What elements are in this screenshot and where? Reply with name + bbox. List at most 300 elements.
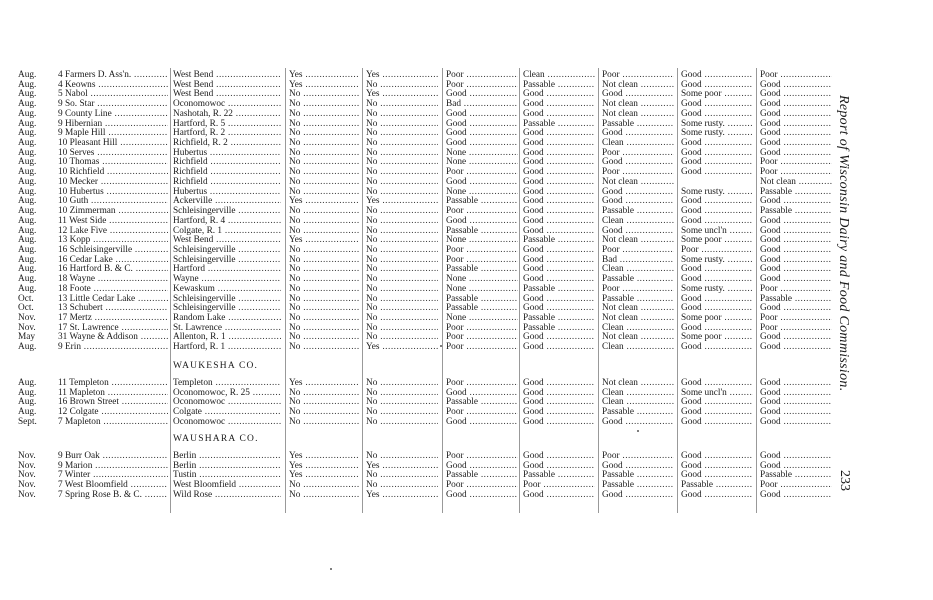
cell-col-9: Good ..... <box>760 490 832 500</box>
cell-col-5: Poor ..... <box>446 167 518 177</box>
cell-dairy-name: 11 West Side ..... <box>58 216 168 226</box>
table-row <box>0 138 830 148</box>
cell-post-office: Kewaskum ..... <box>173 284 281 294</box>
cell-col-3: No ..... <box>289 274 359 284</box>
cell-month: Aug. <box>18 283 37 294</box>
cell-col-3: Yes ..... <box>289 470 359 480</box>
cell-col-9: Good ..... <box>760 397 832 407</box>
cell-col-6: Good ..... <box>523 461 595 471</box>
cell-col-9: Good ..... <box>760 303 832 313</box>
cell-dairy-name: 10 Hubertus ..... <box>58 187 168 197</box>
cell-col-5: Good ..... <box>446 109 518 119</box>
table-row <box>0 313 830 323</box>
cell-dairy-name: 7 Mapleton ..... <box>58 417 168 427</box>
print-speck <box>330 568 332 570</box>
cell-post-office: Allenton, R. 1 ..... <box>173 332 281 342</box>
cell-dairy-name: 17 St. Lawrence ..... <box>58 323 168 333</box>
cell-dairy-name: 7 West Bloomfield ..... <box>58 480 168 490</box>
cell-col-7: Good ..... <box>602 226 674 236</box>
cell-col-6: Good ..... <box>523 303 595 313</box>
cell-col-7: Clean ..... <box>602 323 674 333</box>
cell-col-8: Some rusty. ..... <box>681 255 753 265</box>
cell-col-9: Good ..... <box>760 216 832 226</box>
cell-col-6: Good ..... <box>523 388 595 398</box>
cell-col-7: Passable ..... <box>602 480 674 490</box>
cell-col-8: Good ..... <box>681 264 753 274</box>
cell-col-4: No ..... <box>366 480 438 490</box>
cell-col-6: Good ..... <box>523 342 595 352</box>
cell-post-office: Richfield, R. 2 ..... <box>173 138 281 148</box>
cell-col-7: Poor ..... <box>602 284 674 294</box>
cell-col-6: Good ..... <box>523 128 595 138</box>
table-row <box>0 284 830 294</box>
cell-col-7: Not clean ..... <box>602 378 674 388</box>
cell-col-8: Good ..... <box>681 397 753 407</box>
cell-col-5: Good ..... <box>446 388 518 398</box>
cell-col-6: Good ..... <box>523 451 595 461</box>
table-row <box>0 274 830 284</box>
cell-dairy-name: 10 Serves ..... <box>58 148 168 158</box>
cell-post-office: Hubertus ..... <box>173 148 281 158</box>
table-row <box>0 323 830 333</box>
cell-col-9: Good ..... <box>760 235 832 245</box>
cell-col-3: No ..... <box>289 264 359 274</box>
cell-col-4: No ..... <box>366 264 438 274</box>
cell-col-5: Good ..... <box>446 216 518 226</box>
cell-col-5: Poor ..... <box>446 342 518 352</box>
cell-month: Aug. <box>18 407 37 418</box>
cell-col-4: No ..... <box>366 99 438 109</box>
cell-col-3: No ..... <box>289 407 359 417</box>
cell-col-9: Poor ..... <box>760 284 832 294</box>
cell-col-4: Yes ..... <box>366 342 438 352</box>
table-row <box>0 461 830 471</box>
table-row <box>0 196 830 206</box>
cell-post-office: Templeton ..... <box>173 378 281 388</box>
cell-col-6: Good ..... <box>523 216 595 226</box>
cell-col-8: Good ..... <box>681 148 753 158</box>
cell-col-4: No ..... <box>366 80 438 90</box>
table-row <box>0 167 830 177</box>
cell-col-4: No ..... <box>366 187 438 197</box>
cell-col-4: No ..... <box>366 388 438 398</box>
cell-col-7: Not clean ..... <box>602 332 674 342</box>
cell-post-office: Hartford, R. 5 ..... <box>173 119 281 129</box>
cell-dairy-name: 10 Thomas ..... <box>58 157 168 167</box>
cell-col-6: Passable ..... <box>523 313 595 323</box>
cell-month: Nov. <box>18 480 36 491</box>
cell-col-8: Good ..... <box>681 157 753 167</box>
cell-col-4: Yes ..... <box>366 70 438 80</box>
cell-col-9: Passable ..... <box>760 187 832 197</box>
cell-col-7: Poor ..... <box>602 451 674 461</box>
cell-dairy-name: 12 Lake Five ..... <box>58 226 168 236</box>
cell-col-9: Good ..... <box>760 342 832 352</box>
cell-col-6: Good ..... <box>523 245 595 255</box>
cell-col-7: Passable ..... <box>602 407 674 417</box>
cell-col-4: No ..... <box>366 119 438 129</box>
cell-dairy-name: 18 Foote ..... <box>58 284 168 294</box>
cell-col-6: Good ..... <box>523 264 595 274</box>
table-row <box>0 128 830 138</box>
table-row <box>0 264 830 274</box>
cell-post-office: Ackerville ..... <box>173 196 281 206</box>
cell-col-7: Not clean ..... <box>602 303 674 313</box>
cell-col-3: Yes ..... <box>289 70 359 80</box>
cell-col-6: Passable ..... <box>523 235 595 245</box>
table-row <box>0 245 830 255</box>
cell-col-8: Good ..... <box>681 138 753 148</box>
cell-col-7: Passable ..... <box>602 206 674 216</box>
cell-col-7: Good ..... <box>602 461 674 471</box>
cell-col-4: No ..... <box>366 235 438 245</box>
cell-col-5: Passable ..... <box>446 196 518 206</box>
cell-month: Nov. <box>18 322 36 333</box>
cell-col-7: Good ..... <box>602 196 674 206</box>
cell-col-3: Yes ..... <box>289 196 359 206</box>
cell-col-3: No ..... <box>289 323 359 333</box>
cell-col-9: Passable ..... <box>760 206 832 216</box>
table-row <box>0 226 830 236</box>
cell-col-4: No ..... <box>366 148 438 158</box>
cell-col-5: Good ..... <box>446 461 518 471</box>
cell-col-5: Poor ..... <box>446 480 518 490</box>
cell-col-5: None ..... <box>446 148 518 158</box>
table-row <box>0 294 830 304</box>
cell-post-office: Richfield ..... <box>173 157 281 167</box>
cell-col-7: Passable ..... <box>602 119 674 129</box>
cell-col-8: Good ..... <box>681 196 753 206</box>
cell-month: Aug. <box>18 264 37 275</box>
cell-col-3: No ..... <box>289 388 359 398</box>
cell-month: Aug. <box>18 254 37 265</box>
cell-month: Aug. <box>18 70 37 80</box>
cell-col-6: Passable ..... <box>523 80 595 90</box>
cell-month: Aug. <box>18 108 37 119</box>
cell-col-8: Some poor ..... <box>681 235 753 245</box>
cell-col-5: Passable ..... <box>446 294 518 304</box>
cell-col-9: Good ..... <box>760 255 832 265</box>
table-row <box>0 80 830 90</box>
cell-col-9: Good ..... <box>760 128 832 138</box>
cell-month: Aug. <box>18 225 37 236</box>
cell-col-5: Good ..... <box>446 89 518 99</box>
table-row <box>0 157 830 167</box>
cell-col-3: No ..... <box>289 109 359 119</box>
cell-col-4: No ..... <box>366 167 438 177</box>
cell-col-9: Good ..... <box>760 264 832 274</box>
cell-col-6: Good ..... <box>523 274 595 284</box>
cell-col-4: No ..... <box>366 417 438 427</box>
cell-col-9: Good ..... <box>760 138 832 148</box>
cell-month: Aug. <box>18 147 37 158</box>
cell-col-7: Good ..... <box>602 128 674 138</box>
cell-post-office: Wayne ..... <box>173 274 281 284</box>
cell-col-4: Yes ..... <box>366 196 438 206</box>
cell-dairy-name: 5 Nabol ..... <box>58 89 168 99</box>
cell-month: Aug. <box>18 128 37 139</box>
cell-col-7: Poor ..... <box>602 167 674 177</box>
cell-col-8: Good ..... <box>681 206 753 216</box>
cell-col-3: No ..... <box>289 148 359 158</box>
cell-col-6: Good ..... <box>523 294 595 304</box>
cell-dairy-name: 13 Schubert ..... <box>58 303 168 313</box>
cell-col-4: Yes ..... <box>366 89 438 99</box>
cell-col-4: No ..... <box>366 294 438 304</box>
cell-col-3: No ..... <box>289 226 359 236</box>
cell-col-9: Good ..... <box>760 245 832 255</box>
cell-col-7: Bad ..... <box>602 255 674 265</box>
cell-col-8: Good ..... <box>681 294 753 304</box>
cell-col-6: Good ..... <box>523 378 595 388</box>
cell-post-office: Schleisingerville ..... <box>173 303 281 313</box>
cell-col-8: Good ..... <box>681 216 753 226</box>
cell-col-4: Yes ..... <box>366 461 438 471</box>
cell-col-3: No ..... <box>289 332 359 342</box>
cell-col-5: None ..... <box>446 235 518 245</box>
county-heading: WAUKESHA CO. <box>173 361 259 371</box>
cell-post-office: West Bend ..... <box>173 70 281 80</box>
cell-col-7: Clean ..... <box>602 216 674 226</box>
table-row <box>0 417 830 427</box>
cell-post-office: Hartford, R. 1 ..... <box>173 342 281 352</box>
cell-col-9: Good ..... <box>760 407 832 417</box>
cell-col-5: Poor ..... <box>446 332 518 342</box>
cell-col-6: Good ..... <box>523 89 595 99</box>
cell-col-7: Clean ..... <box>602 342 674 352</box>
cell-dairy-name: 10 Guth ..... <box>58 196 168 206</box>
cell-col-9: Passable ..... <box>760 294 832 304</box>
cell-col-5: Passable ..... <box>446 264 518 274</box>
cell-col-4: No ..... <box>366 177 438 187</box>
table-row <box>0 99 830 109</box>
cell-month: Aug. <box>18 167 37 178</box>
cell-col-7: Passable ..... <box>602 470 674 480</box>
cell-month: Aug. <box>18 274 37 285</box>
cell-month: Sept. <box>18 416 37 427</box>
cell-col-3: No ..... <box>289 206 359 216</box>
cell-col-9: Good ..... <box>760 148 832 158</box>
table-row <box>0 187 830 197</box>
cell-month: Aug. <box>18 157 37 168</box>
cell-col-7: Not clean ..... <box>602 80 674 90</box>
cell-col-6: Good ..... <box>523 167 595 177</box>
cell-col-7: Good ..... <box>602 417 674 427</box>
cell-post-office: West Bloomfield ..... <box>173 480 281 490</box>
cell-col-8: Good ..... <box>681 461 753 471</box>
cell-post-office: Oconomowoc ..... <box>173 397 281 407</box>
cell-col-7: Good ..... <box>602 89 674 99</box>
cell-col-5: None ..... <box>446 313 518 323</box>
cell-col-6: Passable ..... <box>523 284 595 294</box>
cell-col-9: Good ..... <box>760 451 832 461</box>
cell-col-6: Good ..... <box>523 109 595 119</box>
cell-dairy-name: 9 Erin ..... <box>58 342 168 352</box>
cell-month: Aug. <box>18 342 37 353</box>
cell-post-office: Richfield ..... <box>173 177 281 187</box>
cell-col-6: Good ..... <box>523 187 595 197</box>
cell-dairy-name: 4 Keowns ..... <box>58 80 168 90</box>
cell-col-8: Some rusty. ..... <box>681 187 753 197</box>
cell-month: Aug. <box>18 206 37 217</box>
cell-col-6: Good ..... <box>523 196 595 206</box>
cell-col-3: No ..... <box>289 480 359 490</box>
cell-dairy-name: 10 Zimmerman ..... <box>58 206 168 216</box>
cell-col-8: Some poor ..... <box>681 89 753 99</box>
cell-col-8: Some uncl'n ..... <box>681 226 753 236</box>
cell-post-office: West Bend ..... <box>173 89 281 99</box>
cell-month: Aug. <box>18 387 37 398</box>
print-speck <box>440 345 442 347</box>
cell-month: Oct. <box>18 303 34 314</box>
cell-col-3: No ..... <box>289 303 359 313</box>
cell-col-9: Good ..... <box>760 99 832 109</box>
cell-month: Nov. <box>18 451 36 461</box>
cell-dairy-name: 9 Maple Hill ..... <box>58 128 168 138</box>
table-row <box>0 332 830 342</box>
cell-col-3: No ..... <box>289 119 359 129</box>
cell-col-9: Poor ..... <box>760 323 832 333</box>
cell-col-5: Good ..... <box>446 417 518 427</box>
cell-col-7: Clean ..... <box>602 264 674 274</box>
cell-col-8: Passable ..... <box>681 480 753 490</box>
cell-col-5: None ..... <box>446 157 518 167</box>
cell-col-7: Not clean ..... <box>602 99 674 109</box>
cell-dairy-name: 11 Mapleton ..... <box>58 388 168 398</box>
cell-col-3: No ..... <box>289 397 359 407</box>
cell-col-3: Yes ..... <box>289 80 359 90</box>
table-row <box>0 480 830 490</box>
cell-dairy-name: 13 Little Cedar Lake ..... <box>58 294 168 304</box>
cell-post-office: Hartford, R. 2 ..... <box>173 128 281 138</box>
cell-col-4: No ..... <box>366 303 438 313</box>
cell-col-8: Poor ..... <box>681 245 753 255</box>
cell-post-office: Oconomowoc ..... <box>173 417 281 427</box>
cell-post-office: Hubertus ..... <box>173 187 281 197</box>
cell-month: Aug. <box>18 244 37 255</box>
cell-col-4: No ..... <box>366 109 438 119</box>
cell-col-6: Clean ..... <box>523 70 595 80</box>
cell-col-6: Good ..... <box>523 177 595 187</box>
cell-col-7: Passable ..... <box>602 274 674 284</box>
cell-dairy-name: 11 Templeton ..... <box>58 378 168 388</box>
cell-col-4: No ..... <box>366 255 438 265</box>
cell-col-7: Good ..... <box>602 187 674 197</box>
side-title: Report of Wisconsin Dairy and Food Commission. <box>836 95 851 392</box>
cell-post-office: Schleisingerville ..... <box>173 206 281 216</box>
cell-col-7: Clean ..... <box>602 138 674 148</box>
table-row <box>0 303 830 313</box>
cell-col-3: Yes ..... <box>289 235 359 245</box>
cell-dairy-name: 9 Burr Oak ..... <box>58 451 168 461</box>
cell-month: Aug. <box>18 378 37 388</box>
cell-month: Oct. <box>18 293 34 304</box>
cell-post-office: Hartford, R. 4 ..... <box>173 216 281 226</box>
cell-col-7: Good ..... <box>602 490 674 500</box>
cell-col-5: Poor ..... <box>446 80 518 90</box>
cell-post-office: Colgate, R. 1 ..... <box>173 226 281 236</box>
table-row <box>0 89 830 99</box>
cell-col-5: Bad ..... <box>446 99 518 109</box>
cell-post-office: Hartford ..... <box>173 264 281 274</box>
cell-col-7: Not clean ..... <box>602 177 674 187</box>
cell-col-9: Poor ..... <box>760 70 832 80</box>
cell-dairy-name: 9 So. Star ..... <box>58 99 168 109</box>
cell-col-9: Poor ..... <box>760 157 832 167</box>
cell-col-8: Good ..... <box>681 167 753 177</box>
cell-col-9: Good ..... <box>760 417 832 427</box>
cell-col-8: Some poor ..... <box>681 313 753 323</box>
cell-col-8: Good ..... <box>681 417 753 427</box>
table-row <box>0 255 830 265</box>
cell-month: May <box>18 332 36 343</box>
cell-month: Aug. <box>18 138 37 149</box>
cell-col-4: No ..... <box>366 138 438 148</box>
cell-col-8: Some uncl'n ..... <box>681 388 753 398</box>
table-row <box>0 407 830 417</box>
cell-col-6: Good ..... <box>523 138 595 148</box>
cell-col-5: Poor ..... <box>446 70 518 80</box>
cell-month: Aug. <box>18 99 37 110</box>
cell-col-5: Good ..... <box>446 177 518 187</box>
cell-col-4: No ..... <box>366 157 438 167</box>
cell-col-6: Good ..... <box>523 417 595 427</box>
cell-col-6: Good ..... <box>523 226 595 236</box>
cell-col-5: Good ..... <box>446 490 518 500</box>
cell-col-3: No ..... <box>289 490 359 500</box>
cell-col-8: Good ..... <box>681 323 753 333</box>
cell-col-6: Good ..... <box>523 490 595 500</box>
cell-dairy-name: 9 County Line ..... <box>58 109 168 119</box>
cell-col-9: Good ..... <box>760 109 832 119</box>
cell-col-7: Not clean ..... <box>602 313 674 323</box>
cell-col-9: Good ..... <box>760 196 832 206</box>
cell-col-5: Poor ..... <box>446 378 518 388</box>
cell-col-9: Not clean ..... <box>760 177 832 187</box>
cell-col-3: Yes ..... <box>289 378 359 388</box>
cell-col-8: Good ..... <box>681 342 753 352</box>
table-row <box>0 397 830 407</box>
cell-col-9: Good ..... <box>760 89 832 99</box>
cell-col-8: Good ..... <box>681 490 753 500</box>
county-heading: WAUSHARA CO. <box>173 434 259 444</box>
cell-col-9: Poor ..... <box>760 167 832 177</box>
cell-col-3: No ..... <box>289 284 359 294</box>
cell-col-5: Good ..... <box>446 128 518 138</box>
cell-col-5: Passable ..... <box>446 397 518 407</box>
cell-col-4: No ..... <box>366 284 438 294</box>
cell-col-9: Good ..... <box>760 378 832 388</box>
cell-col-3: No ..... <box>289 167 359 177</box>
cell-dairy-name: 31 Wayne & Addison ..... <box>58 332 168 342</box>
cell-col-7: Clean ..... <box>602 388 674 398</box>
cell-dairy-name: 10 Richfield ..... <box>58 167 168 177</box>
cell-post-office: Colgate ..... <box>173 407 281 417</box>
cell-col-4: No ..... <box>366 216 438 226</box>
cell-col-4: No ..... <box>366 332 438 342</box>
table-row <box>0 388 830 398</box>
table-row <box>0 342 830 352</box>
cell-post-office: Wild Rose ..... <box>173 490 281 500</box>
cell-col-6: Good ..... <box>523 99 595 109</box>
table-row <box>0 235 830 245</box>
cell-col-9: Poor ..... <box>760 313 832 323</box>
cell-col-4: No ..... <box>366 313 438 323</box>
cell-dairy-name: 9 Hibernian ..... <box>58 119 168 129</box>
cell-col-6: Good ..... <box>523 332 595 342</box>
cell-dairy-name: 7 Winter ..... <box>58 470 168 480</box>
cell-post-office: Nashotah, R. 22 ..... <box>173 109 281 119</box>
